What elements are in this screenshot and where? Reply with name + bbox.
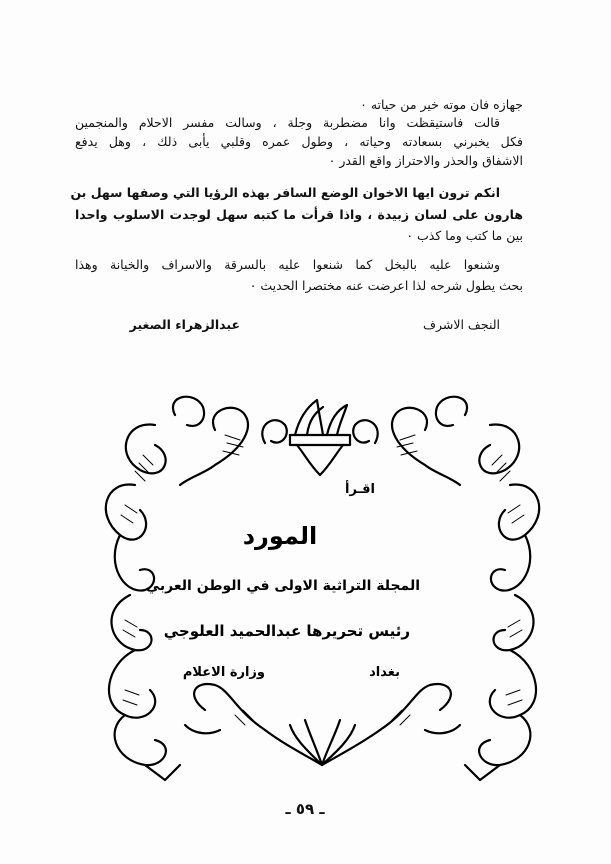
ad-publisher: وزارة الاعلام [182,665,265,680]
paragraph-3-line-1: انكم ترون ايها الاخوان الوضع السافر بهذه الرؤيا التي وصفها سهل بن [70,185,500,200]
ad-editor: رئيس تحريرها عبدالحميد العلوجي [163,622,410,640]
paragraph-4-line-2: بحث يطول شرحه لذا اعرضت عنه مختصرا الحديث ٠ [249,278,523,293]
signature-place: النجف الاشرف [423,317,500,332]
page-number: ـ ٥٩ ـ [285,800,325,818]
paragraph-2-line-1: قالت فاستيقظت وانا مضطربة وجلة ، وسالت مفسر الاحلام والمنجمين [75,115,500,130]
paragraph-2-line-3: الاشفاق والحذر والاحتراز واقع القدر ٠ [328,153,523,168]
ad-city: بغداد [369,665,400,680]
paragraph-2-line-2: فكل يخبرني بسعادته وحياته ، وطول عمره وقلبي يأبى ذلك ، وهل يدفع [75,134,523,149]
paragraph-4-line-1: وشنعوا عليه بالبخل كما شنعوا عليه بالسرقة والاسراف والخيانة وهذا [75,257,500,272]
ad-read-label: اقـرأ [345,482,375,497]
paragraph-3-line-3: بين ما كتب وما كذب ٠ [406,228,523,243]
signature-author: عبدالزهراء الصغير [129,317,240,332]
ad-magazine-name: المورد [242,522,318,550]
ad-tagline: المجلة التراثية الاولى في الوطن العربي [145,578,420,594]
paragraph-1-line-1: جهازه فان موته خير من حياته ٠ [360,97,523,112]
paragraph-3-line-2: هارون على لسان زبيدة ، واذا قرأت ما كتبه سهل لوجدت الاسلوب واحدا [75,207,523,222]
